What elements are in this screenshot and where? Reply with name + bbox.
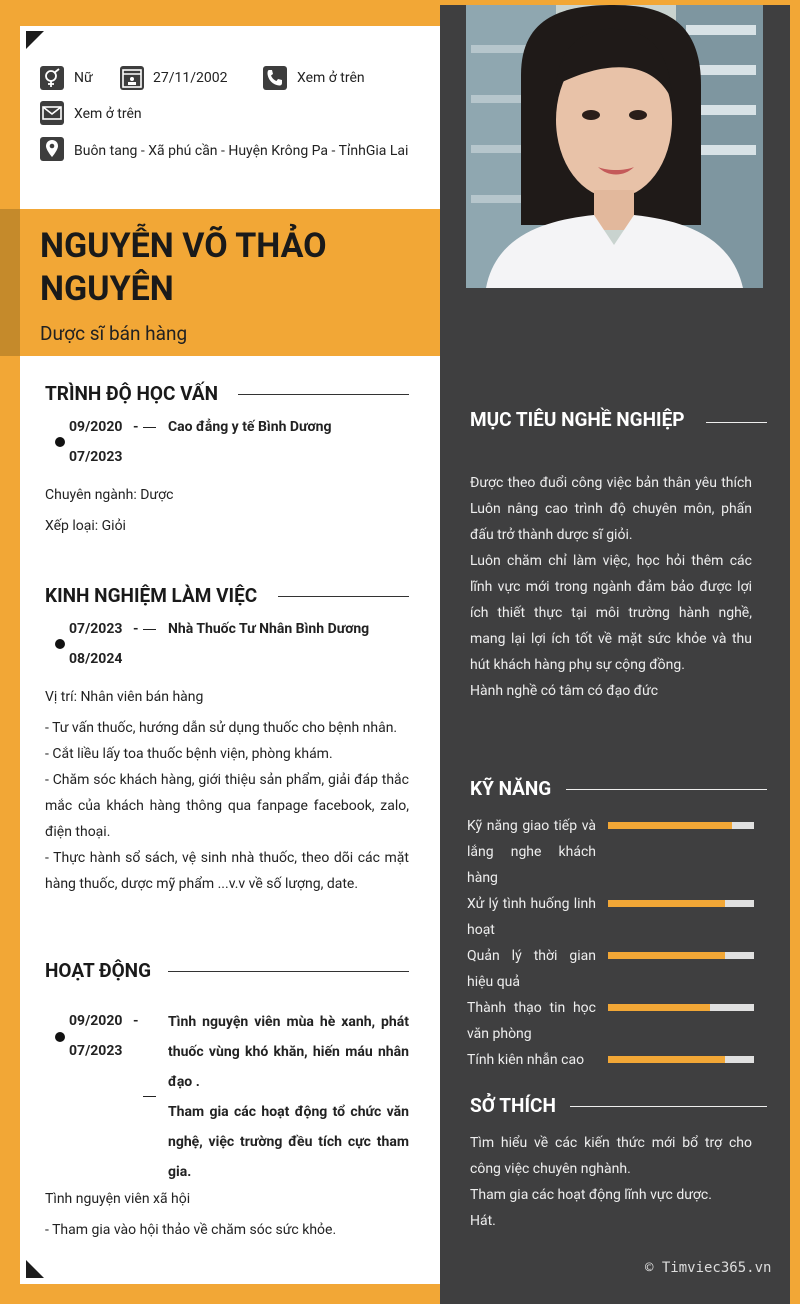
duty-item: - Tư vấn thuốc, hướng dẫn sử dụng thuốc cho bệnh nhân.: [45, 720, 398, 736]
activities-date-separator: -: [133, 1013, 139, 1029]
skill-bar: [608, 952, 754, 959]
hobby-item: Hát.: [470, 1213, 496, 1229]
timeline-dash: [143, 629, 156, 630]
activities-heading-line: [168, 971, 409, 972]
experience-heading: KINH NGHIỆM LÀM VIỆC: [45, 584, 258, 607]
calendar-icon: [120, 66, 144, 90]
job-title: Dược sĩ bán hàng: [40, 322, 188, 345]
education-rank: Xếp loại: Giỏi: [45, 518, 126, 534]
watermark: © Timviec365.vn: [645, 1260, 772, 1276]
hobbies-list: [470, 1130, 752, 1234]
skill-label: Quản lý thời gian hiệu quả: [467, 948, 596, 990]
timeline-dash: [143, 427, 156, 428]
timeline-dot: [55, 1032, 65, 1042]
education-school: Cao đẳng y tế Bình Dương: [168, 419, 332, 435]
email-icon: [40, 101, 64, 125]
experience-duties: [45, 715, 409, 897]
skill-bar-fill: [608, 822, 732, 829]
education-major: Chuyên ngành: Dược: [45, 487, 174, 503]
corner-decoration-bottom: [26, 1260, 44, 1278]
full-name: NGUYỄN VÕ THẢO NGUYÊN: [40, 226, 327, 309]
skills-heading-line: [566, 789, 767, 790]
activities-end: 07/2023: [69, 1043, 123, 1059]
skill-label: Xử lý tình huống linh hoạt: [467, 896, 596, 938]
activity-title-2: Tham gia các hoạt động tổ chức văn nghệ, việc trường đều tích cực tham gia.: [168, 1104, 409, 1180]
corner-decoration-top: [26, 31, 44, 49]
experience-heading-line: [278, 596, 409, 597]
education-start: 09/2020: [69, 419, 123, 435]
activities-role: Tình nguyện viên xã hội: [45, 1191, 191, 1207]
activities-detail: - Tham gia vào hội thảo về chăm sóc sức khỏe.: [45, 1222, 337, 1238]
experience-start: 07/2023: [69, 621, 123, 637]
gender-value: Nữ: [74, 70, 93, 86]
address-value: Buôn tang - Xã phú cần - Huyện Krông Pa - TỉnhGia Lai: [74, 143, 409, 159]
objective-heading: MỤC TIÊU NGHỀ NGHIỆP: [470, 408, 685, 431]
skill-bar: [608, 822, 754, 829]
objective-text: [470, 470, 752, 704]
timeline-dash: [143, 1096, 156, 1097]
activities-heading: HOẠT ĐỘNG: [45, 959, 152, 982]
skill-bar: [608, 900, 754, 907]
experience-company: Nhà Thuốc Tư Nhân Bình Dương: [168, 621, 370, 637]
name-bar-accent: [0, 209, 20, 356]
skill-bar-fill: [608, 952, 725, 959]
skill-bar: [608, 1004, 754, 1011]
activities-start: 09/2020: [69, 1013, 123, 1029]
objective-paragraph-1: Được theo đuổi công việc bản thân yêu thích Luôn nâng cao trình độ chuyên môn, phấn đấu trở thành dược sĩ giỏi.: [470, 475, 752, 543]
phone-icon: [263, 66, 287, 90]
activities-title: [168, 1007, 409, 1187]
hobby-item: Tham gia các hoạt động lĩnh vực dược.: [470, 1187, 712, 1203]
skills-heading: KỸ NĂNG: [470, 777, 552, 800]
timeline-dot: [55, 437, 65, 447]
skill-label: Kỹ năng giao tiếp và lắng nghe khách hàng: [467, 818, 596, 886]
experience-end: 08/2024: [69, 651, 123, 667]
education-end: 07/2023: [69, 449, 123, 465]
email-value: Xem ở trên: [74, 106, 142, 122]
experience-date-separator: -: [133, 621, 139, 637]
skill-bar-fill: [608, 900, 725, 907]
skill-bar-fill: [608, 1004, 710, 1011]
hobbies-heading: SỞ THÍCH: [470, 1094, 556, 1117]
gender-icon: [40, 66, 64, 90]
location-icon: [40, 137, 64, 161]
activity-title-1: Tình nguyện viên mùa hè xanh, phát thuốc vùng khó khăn, hiến máu nhân đạo .: [168, 1014, 409, 1090]
skill-label: Thành thạo tin học văn phòng: [467, 1000, 596, 1042]
hobby-item: Tìm hiểu về các kiến thức mới bổ trợ cho công việc chuyên nghành.: [470, 1135, 752, 1177]
objective-paragraph-2: Luôn chăm chỉ làm việc, học hỏi thêm các lĩnh vực mới trong ngành đảm bảo được lợi ích thiết thực tại môi trường hành nghề, mang lại lợi ích tốt về mặt sức khỏe và thu hút khách hàng phụ sự cộng đồng.: [470, 553, 752, 673]
profile-photo: [466, 5, 763, 288]
duty-item: - Chăm sóc khách hàng, giới thiệu sản phẩm, giải đáp thắc mắc của khách hàng thông qua fanpage facebook, zalo, điện thoại.: [45, 772, 409, 840]
phone-value: Xem ở trên: [297, 70, 365, 86]
skill-bar: [608, 1056, 754, 1063]
timeline-dot: [55, 639, 65, 649]
duty-item: - Cắt liều lấy toa thuốc bệnh viện, phòng khám.: [45, 746, 333, 762]
education-heading: TRÌNH ĐỘ HỌC VẤN: [45, 382, 219, 405]
education-heading-line: [238, 394, 409, 395]
experience-position: Vị trí: Nhân viên bán hàng: [45, 689, 204, 705]
education-date-separator: -: [133, 419, 139, 435]
hobbies-heading-line: [570, 1106, 767, 1107]
birthdate-value: 27/11/2002: [153, 70, 228, 86]
skill-label: Tính kiên nhẫn cao: [467, 1052, 585, 1068]
objective-heading-line: [706, 422, 767, 423]
skill-bar-fill: [608, 1056, 725, 1063]
duty-item: - Thực hành sổ sách, vệ sinh nhà thuốc, theo dõi các mặt hàng thuốc, dược mỹ phẩm ...v.v về số lượng, date.: [45, 850, 409, 892]
objective-paragraph-3: Hành nghề có tâm có đạo đức: [470, 683, 659, 699]
